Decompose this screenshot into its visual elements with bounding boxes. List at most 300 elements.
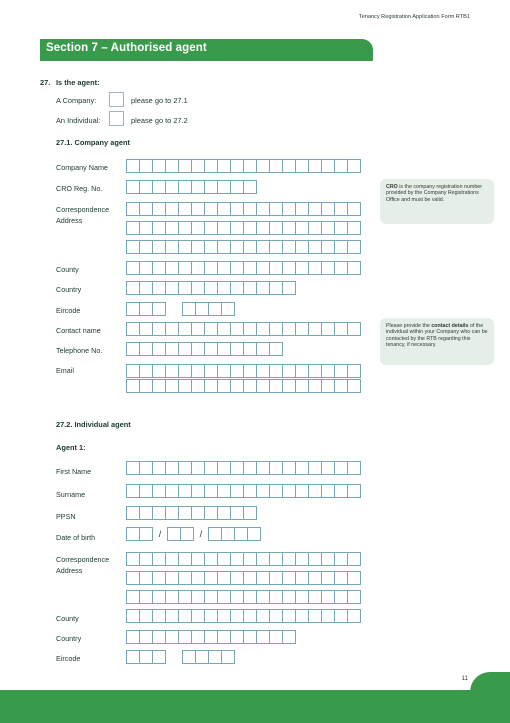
character-box[interactable]	[178, 221, 192, 235]
character-box[interactable]	[217, 221, 231, 235]
character-box[interactable]	[139, 159, 153, 173]
character-box[interactable]	[243, 364, 257, 378]
character-box[interactable]	[126, 650, 140, 664]
character-box[interactable]	[126, 552, 140, 566]
individual-eircode-routing[interactable]	[126, 650, 166, 664]
character-box[interactable]	[217, 484, 231, 498]
character-box[interactable]	[191, 506, 205, 520]
character-box[interactable]	[308, 571, 322, 585]
character-box[interactable]	[191, 590, 205, 604]
character-box[interactable]	[321, 484, 335, 498]
character-box[interactable]	[243, 590, 257, 604]
character-box[interactable]	[126, 322, 140, 336]
character-box[interactable]	[234, 527, 248, 541]
company-email-line-2[interactable]	[126, 379, 361, 393]
character-box[interactable]	[217, 364, 231, 378]
company-telephone-input[interactable]	[126, 342, 283, 356]
character-box[interactable]	[217, 159, 231, 173]
character-box[interactable]	[282, 240, 296, 254]
character-box[interactable]	[178, 364, 192, 378]
character-box[interactable]	[308, 364, 322, 378]
character-box[interactable]	[152, 506, 166, 520]
character-box[interactable]	[217, 281, 231, 295]
character-box[interactable]	[308, 590, 322, 604]
character-box[interactable]	[178, 506, 192, 520]
character-box[interactable]	[152, 202, 166, 216]
character-box[interactable]	[139, 484, 153, 498]
character-box[interactable]	[347, 484, 361, 498]
company-address-line-2[interactable]	[126, 221, 361, 235]
character-box[interactable]	[347, 261, 361, 275]
character-box[interactable]	[191, 342, 205, 356]
character-box[interactable]	[126, 221, 140, 235]
character-box[interactable]	[269, 261, 283, 275]
character-box[interactable]	[230, 630, 244, 644]
character-box[interactable]	[282, 159, 296, 173]
character-box[interactable]	[152, 302, 166, 316]
character-box[interactable]	[334, 461, 348, 475]
character-box[interactable]	[308, 261, 322, 275]
character-box[interactable]	[126, 180, 140, 194]
character-box[interactable]	[269, 342, 283, 356]
character-box[interactable]	[165, 281, 179, 295]
character-box[interactable]	[256, 240, 270, 254]
character-box[interactable]	[152, 261, 166, 275]
character-box[interactable]	[191, 240, 205, 254]
character-box[interactable]	[182, 650, 196, 664]
character-box[interactable]	[178, 281, 192, 295]
character-box[interactable]	[165, 571, 179, 585]
character-box[interactable]	[191, 571, 205, 585]
character-box[interactable]	[139, 590, 153, 604]
character-box[interactable]	[295, 364, 309, 378]
character-box[interactable]	[295, 322, 309, 336]
company-country-input[interactable]	[126, 281, 296, 295]
character-box[interactable]	[256, 202, 270, 216]
character-box[interactable]	[204, 506, 218, 520]
character-box[interactable]	[221, 302, 235, 316]
character-box[interactable]	[182, 302, 196, 316]
company-name-input[interactable]	[126, 159, 361, 173]
character-box[interactable]	[217, 342, 231, 356]
individual-address-line-1[interactable]	[126, 552, 361, 566]
character-box[interactable]	[165, 342, 179, 356]
character-box[interactable]	[243, 240, 257, 254]
character-box[interactable]	[256, 552, 270, 566]
character-box[interactable]	[204, 322, 218, 336]
character-box[interactable]	[126, 630, 140, 644]
character-box[interactable]	[165, 590, 179, 604]
character-box[interactable]	[217, 379, 231, 393]
character-box[interactable]	[243, 379, 257, 393]
character-box[interactable]	[152, 364, 166, 378]
character-box[interactable]	[282, 281, 296, 295]
character-box[interactable]	[204, 590, 218, 604]
character-box[interactable]	[321, 240, 335, 254]
character-box[interactable]	[165, 552, 179, 566]
character-box[interactable]	[217, 590, 231, 604]
character-box[interactable]	[217, 630, 231, 644]
character-box[interactable]	[191, 221, 205, 235]
character-box[interactable]	[334, 240, 348, 254]
character-box[interactable]	[308, 609, 322, 623]
character-box[interactable]	[321, 379, 335, 393]
character-box[interactable]	[191, 202, 205, 216]
character-box[interactable]	[178, 379, 192, 393]
character-box[interactable]	[152, 281, 166, 295]
character-box[interactable]	[243, 571, 257, 585]
character-box[interactable]	[230, 552, 244, 566]
character-box[interactable]	[269, 202, 283, 216]
character-box[interactable]	[139, 364, 153, 378]
character-box[interactable]	[191, 630, 205, 644]
character-box[interactable]	[269, 571, 283, 585]
character-box[interactable]	[167, 527, 181, 541]
character-box[interactable]	[269, 379, 283, 393]
character-box[interactable]	[126, 571, 140, 585]
dob-month-input[interactable]	[167, 527, 194, 541]
character-box[interactable]	[230, 281, 244, 295]
character-box[interactable]	[152, 461, 166, 475]
character-box[interactable]	[256, 484, 270, 498]
character-box[interactable]	[243, 180, 257, 194]
surname-input[interactable]	[126, 484, 361, 498]
character-box[interactable]	[139, 240, 153, 254]
character-box[interactable]	[334, 590, 348, 604]
character-box[interactable]	[152, 552, 166, 566]
character-box[interactable]	[204, 342, 218, 356]
character-box[interactable]	[230, 240, 244, 254]
company-email-line-1[interactable]	[126, 364, 361, 378]
character-box[interactable]	[282, 261, 296, 275]
character-box[interactable]	[321, 571, 335, 585]
character-box[interactable]	[256, 590, 270, 604]
character-box[interactable]	[334, 159, 348, 173]
character-box[interactable]	[126, 342, 140, 356]
character-box[interactable]	[165, 484, 179, 498]
character-box[interactable]	[269, 159, 283, 173]
character-box[interactable]	[139, 180, 153, 194]
character-box[interactable]	[204, 281, 218, 295]
character-box[interactable]	[165, 261, 179, 275]
character-box[interactable]	[230, 609, 244, 623]
character-box[interactable]	[230, 202, 244, 216]
character-box[interactable]	[204, 630, 218, 644]
character-box[interactable]	[191, 322, 205, 336]
character-box[interactable]	[204, 552, 218, 566]
character-box[interactable]	[321, 322, 335, 336]
character-box[interactable]	[217, 571, 231, 585]
character-box[interactable]	[347, 552, 361, 566]
character-box[interactable]	[139, 506, 153, 520]
character-box[interactable]	[256, 461, 270, 475]
character-box[interactable]	[230, 221, 244, 235]
character-box[interactable]	[321, 159, 335, 173]
contact-name-input[interactable]	[126, 322, 361, 336]
character-box[interactable]	[191, 180, 205, 194]
character-box[interactable]	[334, 322, 348, 336]
character-box[interactable]	[334, 379, 348, 393]
character-box[interactable]	[295, 159, 309, 173]
first-name-input[interactable]	[126, 461, 361, 475]
character-box[interactable]	[180, 527, 194, 541]
character-box[interactable]	[204, 180, 218, 194]
character-box[interactable]	[308, 322, 322, 336]
character-box[interactable]	[165, 322, 179, 336]
character-box[interactable]	[243, 342, 257, 356]
character-box[interactable]	[295, 261, 309, 275]
character-box[interactable]	[347, 364, 361, 378]
character-box[interactable]	[243, 609, 257, 623]
dob-day-input[interactable]	[126, 527, 153, 541]
character-box[interactable]	[178, 261, 192, 275]
character-box[interactable]	[282, 571, 296, 585]
character-box[interactable]	[269, 221, 283, 235]
character-box[interactable]	[204, 261, 218, 275]
character-box[interactable]	[321, 552, 335, 566]
character-box[interactable]	[308, 240, 322, 254]
character-box[interactable]	[256, 364, 270, 378]
character-box[interactable]	[321, 261, 335, 275]
character-box[interactable]	[139, 461, 153, 475]
character-box[interactable]	[191, 159, 205, 173]
character-box[interactable]	[347, 240, 361, 254]
character-box[interactable]	[204, 159, 218, 173]
character-box[interactable]	[165, 221, 179, 235]
character-box[interactable]	[191, 379, 205, 393]
character-box[interactable]	[217, 609, 231, 623]
character-box[interactable]	[152, 180, 166, 194]
character-box[interactable]	[295, 240, 309, 254]
character-box[interactable]	[256, 159, 270, 173]
character-box[interactable]	[204, 571, 218, 585]
character-box[interactable]	[126, 461, 140, 475]
character-box[interactable]	[230, 342, 244, 356]
character-box[interactable]	[282, 202, 296, 216]
character-box[interactable]	[230, 484, 244, 498]
character-box[interactable]	[139, 609, 153, 623]
option-company-checkbox[interactable]	[109, 92, 124, 107]
character-box[interactable]	[165, 180, 179, 194]
character-box[interactable]	[334, 552, 348, 566]
character-box[interactable]	[139, 202, 153, 216]
character-box[interactable]	[126, 364, 140, 378]
character-box[interactable]	[191, 281, 205, 295]
cro-input[interactable]	[126, 180, 257, 194]
dob-year-input[interactable]	[208, 527, 261, 541]
character-box[interactable]	[295, 571, 309, 585]
character-box[interactable]	[208, 650, 222, 664]
character-box[interactable]	[126, 240, 140, 254]
character-box[interactable]	[243, 630, 257, 644]
character-box[interactable]	[269, 461, 283, 475]
character-box[interactable]	[230, 506, 244, 520]
character-box[interactable]	[243, 202, 257, 216]
character-box[interactable]	[282, 379, 296, 393]
character-box[interactable]	[282, 322, 296, 336]
character-box[interactable]	[295, 484, 309, 498]
character-box[interactable]	[243, 261, 257, 275]
character-box[interactable]	[195, 650, 209, 664]
character-box[interactable]	[139, 221, 153, 235]
character-box[interactable]	[256, 630, 270, 644]
character-box[interactable]	[217, 180, 231, 194]
character-box[interactable]	[247, 527, 261, 541]
character-box[interactable]	[204, 484, 218, 498]
character-box[interactable]	[165, 364, 179, 378]
company-eircode-unique[interactable]	[182, 302, 235, 316]
character-box[interactable]	[204, 609, 218, 623]
character-box[interactable]	[321, 609, 335, 623]
character-box[interactable]	[217, 552, 231, 566]
character-box[interactable]	[221, 527, 235, 541]
character-box[interactable]	[152, 571, 166, 585]
character-box[interactable]	[165, 240, 179, 254]
character-box[interactable]	[152, 484, 166, 498]
character-box[interactable]	[139, 630, 153, 644]
company-eircode-routing[interactable]	[126, 302, 166, 316]
character-box[interactable]	[165, 379, 179, 393]
character-box[interactable]	[269, 484, 283, 498]
character-box[interactable]	[243, 221, 257, 235]
character-box[interactable]	[178, 484, 192, 498]
character-box[interactable]	[139, 261, 153, 275]
character-box[interactable]	[308, 221, 322, 235]
character-box[interactable]	[195, 302, 209, 316]
character-box[interactable]	[126, 202, 140, 216]
character-box[interactable]	[204, 240, 218, 254]
character-box[interactable]	[230, 364, 244, 378]
character-box[interactable]	[165, 159, 179, 173]
character-box[interactable]	[178, 342, 192, 356]
character-box[interactable]	[152, 159, 166, 173]
character-box[interactable]	[256, 221, 270, 235]
character-box[interactable]	[152, 221, 166, 235]
character-box[interactable]	[191, 461, 205, 475]
character-box[interactable]	[152, 342, 166, 356]
character-box[interactable]	[165, 202, 179, 216]
character-box[interactable]	[243, 159, 257, 173]
company-county-input[interactable]	[126, 261, 361, 275]
character-box[interactable]	[308, 379, 322, 393]
character-box[interactable]	[321, 461, 335, 475]
character-box[interactable]	[269, 364, 283, 378]
character-box[interactable]	[347, 571, 361, 585]
character-box[interactable]	[347, 322, 361, 336]
character-box[interactable]	[126, 261, 140, 275]
character-box[interactable]	[217, 240, 231, 254]
character-box[interactable]	[139, 552, 153, 566]
character-box[interactable]	[221, 650, 235, 664]
character-box[interactable]	[269, 630, 283, 644]
character-box[interactable]	[269, 609, 283, 623]
character-box[interactable]	[321, 364, 335, 378]
character-box[interactable]	[347, 461, 361, 475]
character-box[interactable]	[126, 609, 140, 623]
character-box[interactable]	[347, 609, 361, 623]
character-box[interactable]	[126, 302, 140, 316]
character-box[interactable]	[321, 202, 335, 216]
character-box[interactable]	[230, 180, 244, 194]
character-box[interactable]	[204, 379, 218, 393]
character-box[interactable]	[269, 240, 283, 254]
character-box[interactable]	[191, 261, 205, 275]
character-box[interactable]	[243, 281, 257, 295]
character-box[interactable]	[217, 261, 231, 275]
character-box[interactable]	[282, 461, 296, 475]
character-box[interactable]	[139, 571, 153, 585]
character-box[interactable]	[230, 461, 244, 475]
option-individual-checkbox[interactable]	[109, 111, 124, 126]
character-box[interactable]	[165, 630, 179, 644]
character-box[interactable]	[282, 552, 296, 566]
character-box[interactable]	[230, 322, 244, 336]
character-box[interactable]	[295, 609, 309, 623]
character-box[interactable]	[217, 202, 231, 216]
character-box[interactable]	[243, 461, 257, 475]
character-box[interactable]	[321, 590, 335, 604]
character-box[interactable]	[152, 322, 166, 336]
character-box[interactable]	[178, 609, 192, 623]
character-box[interactable]	[347, 379, 361, 393]
character-box[interactable]	[256, 571, 270, 585]
character-box[interactable]	[217, 506, 231, 520]
character-box[interactable]	[295, 590, 309, 604]
character-box[interactable]	[269, 281, 283, 295]
character-box[interactable]	[126, 379, 140, 393]
character-box[interactable]	[308, 202, 322, 216]
character-box[interactable]	[334, 221, 348, 235]
character-box[interactable]	[230, 379, 244, 393]
character-box[interactable]	[204, 364, 218, 378]
character-box[interactable]	[126, 527, 140, 541]
character-box[interactable]	[282, 484, 296, 498]
character-box[interactable]	[282, 364, 296, 378]
character-box[interactable]	[204, 202, 218, 216]
individual-address-line-2[interactable]	[126, 571, 361, 585]
character-box[interactable]	[243, 484, 257, 498]
character-box[interactable]	[295, 202, 309, 216]
character-box[interactable]	[204, 221, 218, 235]
character-box[interactable]	[282, 221, 296, 235]
individual-address-line-3[interactable]	[126, 590, 361, 604]
character-box[interactable]	[126, 159, 140, 173]
character-box[interactable]	[282, 630, 296, 644]
character-box[interactable]	[178, 461, 192, 475]
character-box[interactable]	[139, 302, 153, 316]
character-box[interactable]	[308, 484, 322, 498]
character-box[interactable]	[256, 322, 270, 336]
character-box[interactable]	[178, 630, 192, 644]
character-box[interactable]	[126, 484, 140, 498]
character-box[interactable]	[152, 240, 166, 254]
character-box[interactable]	[308, 552, 322, 566]
character-box[interactable]	[152, 650, 166, 664]
character-box[interactable]	[204, 461, 218, 475]
character-box[interactable]	[152, 590, 166, 604]
ppsn-input[interactable]	[126, 506, 257, 520]
character-box[interactable]	[208, 527, 222, 541]
character-box[interactable]	[217, 461, 231, 475]
character-box[interactable]	[334, 261, 348, 275]
character-box[interactable]	[282, 609, 296, 623]
character-box[interactable]	[243, 322, 257, 336]
character-box[interactable]	[230, 159, 244, 173]
character-box[interactable]	[256, 379, 270, 393]
character-box[interactable]	[165, 609, 179, 623]
character-box[interactable]	[334, 202, 348, 216]
character-box[interactable]	[282, 590, 296, 604]
